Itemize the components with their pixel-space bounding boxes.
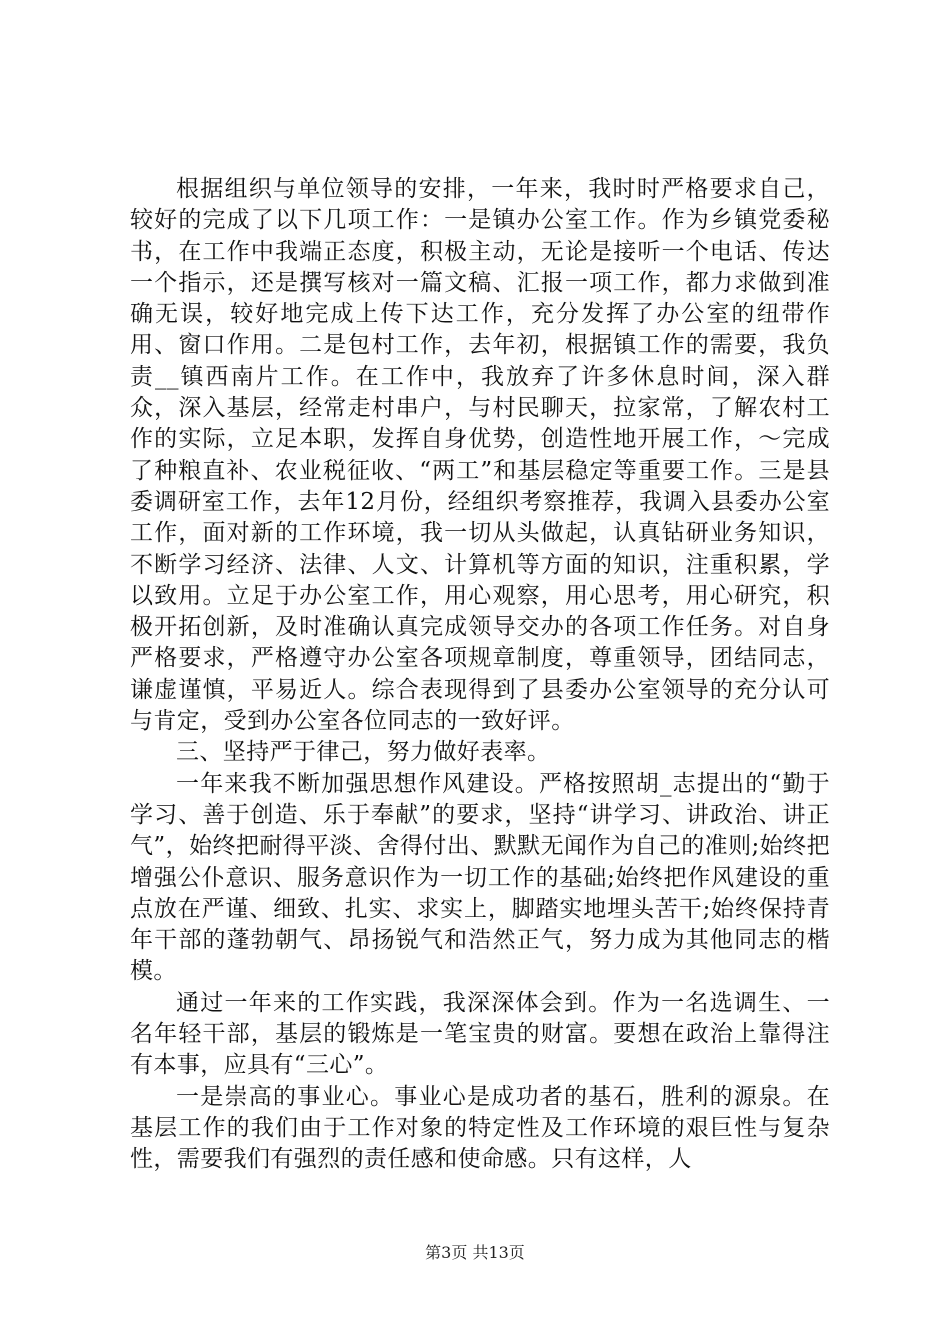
- paragraph-style-building: 一年来我不断加强思想作风建设。严格按照胡_志提出的“勤于学习、善于创造、乐于奉献”的要求，坚持“讲学习、讲政治、讲正气”，始终把耐得平淡、舍得付出、默默无闻作为自己的准则;始终把增强公仆意识、服务意识作为一切工作的基础;始终把作风建设的重点放在严谨、细致、扎实、求实上，脚踏实地埋头苦干;始终保持青年干部的蓬勃朝气、昂扬锐气和浩然正气，努力成为其他同志的楷模。: [130, 770, 830, 985]
- paragraph-career-heart: 一是崇高的事业心。事业心是成功者的基石，胜利的源泉。在基层工作的我们由于工作对象的特定性及工作环境的艰巨性与复杂性，需要我们有强烈的责任感和使命感。只有这样，人: [130, 1083, 830, 1173]
- paragraph-work-summary: 根据组织与单位领导的安排，一年来，我时时严格要求自己，较好的完成了以下几项工作：一是镇办公室工作。作为乡镇党委秘书，在工作中我端正态度，积极主动，无论是接听一个电话、传达一个指示，还是撰写核对一篇文稿、汇报一项工作，都力求做到准确无误，较好地完成上传下达工作，充分发挥了办公室的纽带作用、窗口作用。二是包村工作，去年初，根据镇工作的需要，我负责__镇西南片工作。在工作中，我放弃了许多休息时间，深入群众，深入基层，经常走村串户，与村民聊天，拉家常，了解农村工作的实际，立足本职，发挥自身优势，创造性地开展工作，～完成了种粮直补、农业税征收、“两工”和基层稳定等重要工作。三是县委调研室工作，去年12月份，经组织考察推荐，我调入县委办公室工作，面对新的工作环境，我一切从头做起，认真钻研业务知识，不断学习经济、法律、人文、计算机等方面的知识，注重积累，学以致用。立足于办公室工作，用心观察，用心思考，用心研究，积极开拓创新，及时准确认真完成领导交办的各项工作任务。对自身严格要求，严格遵守办公室各项规章制度，尊重领导，团结同志，谦虚谨慎，平易近人。综合表现得到了县委办公室领导的充分认可与肯定，受到办公室各位同志的一致好评。: [130, 176, 830, 735]
- page-footer: 第3页 共13页: [425, 1243, 525, 1262]
- document-body: [130, 174, 830, 1176]
- section-heading-three: 三、坚持严于律己，努力做好表率。: [176, 739, 551, 766]
- paragraph-experience: 通过一年来的工作实践，我深深体会到。作为一名选调生、一名年轻干部，基层的锻炼是一笔宝贵的财富。要想在政治上靠得注有本事，应具有“三心”。: [130, 989, 830, 1079]
